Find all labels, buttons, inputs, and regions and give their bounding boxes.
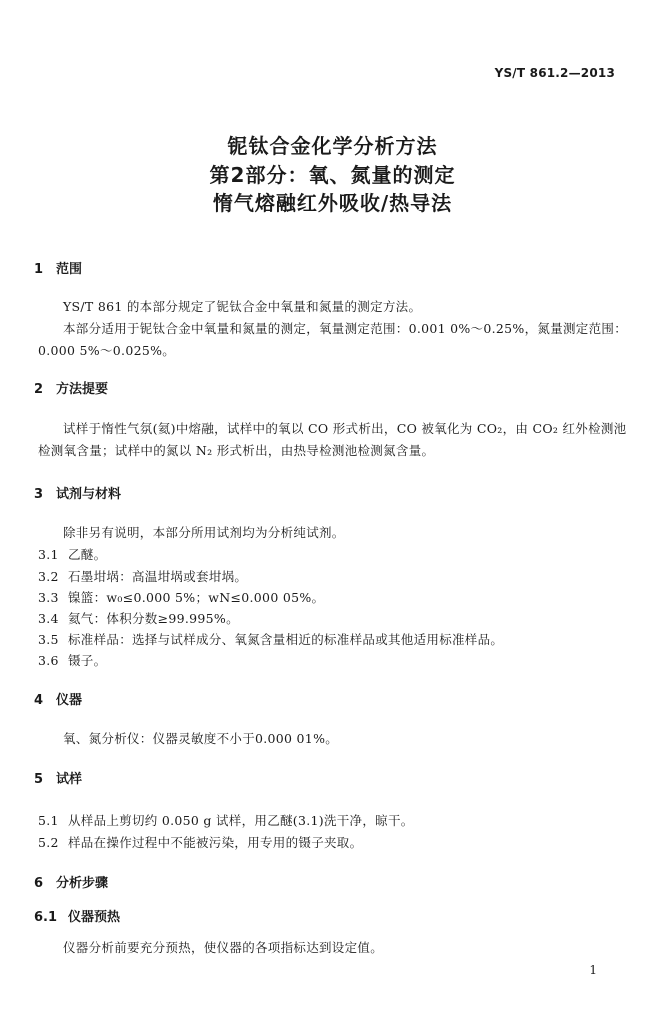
page-number: 1 — [589, 963, 597, 977]
list-item — [38, 546, 106, 564]
item-number: 3.1 — [38, 547, 59, 562]
section-title: 范围 — [56, 262, 83, 277]
section-3-heading — [34, 486, 121, 504]
item-text: 标准样品：选择与试样成分、氧氮含量相近的标准样品或其他适用标准样品。 — [68, 632, 504, 647]
section-2-paragraph: 试样于惰性气氛(氦)中熔融，试样中的氧以 CO 形式析出，CO 被氧化为 CO₂，由 CO₂ 红外检测池检测氧含量；试样中的氮以 N₂ 形式析出，由热导检测池检测氮含量。 — [38, 421, 627, 458]
item-number: 5.1 — [38, 813, 59, 828]
section-number: 2 — [34, 382, 44, 397]
subsection-6-1-heading — [34, 909, 120, 927]
section-2-heading — [34, 381, 108, 399]
list-item — [38, 834, 362, 852]
section-number: 5 — [34, 772, 44, 787]
standard-number: YS/T 861.2—2013 — [494, 66, 615, 80]
section-6-1-paragraph: 仪器分析前要充分预热，使仪器的各项指标达到设定值。 — [63, 940, 384, 955]
section-1-paragraph-1: YS/T 861 的本部分规定了铌钛合金中氧量和氮量的测定方法。 — [63, 299, 422, 314]
item-text: 乙醚。 — [68, 547, 107, 562]
document-title-line-2: 第2部分：氧、氮量的测定 — [209, 163, 456, 187]
item-number: 3.6 — [38, 653, 59, 668]
item-number: 3.2 — [38, 569, 59, 584]
subsection-number: 6.1 — [34, 910, 58, 925]
section-5-heading — [34, 771, 82, 789]
section-title: 方法提要 — [56, 382, 109, 397]
item-text: 石墨坩埚：高温坩埚或套坩埚。 — [68, 569, 248, 584]
list-item — [38, 568, 247, 586]
section-1-heading — [34, 261, 82, 279]
list-item — [38, 812, 414, 830]
section-3-intro: 除非另有说明，本部分所用试剂均为分析纯试剂。 — [63, 525, 345, 540]
list-item — [38, 610, 239, 628]
item-text: 样品在操作过程中不能被污染，用专用的镊子夹取。 — [68, 835, 363, 850]
section-4-paragraph: 氧、氮分析仪：仪器灵敏度不小于0.000 01%。 — [63, 731, 339, 746]
item-number: 3.4 — [38, 611, 59, 626]
section-6-heading — [34, 875, 108, 893]
section-number: 4 — [34, 693, 44, 708]
section-number: 1 — [34, 262, 44, 277]
section-1-paragraph-2: 本部分适用于铌钛合金中氧量和氮量的测定，氧量测定范围：0.001 0%～0.25%，氮量测定范围：0.000 5%～0.025%。 — [38, 321, 627, 358]
section-4-heading — [34, 692, 82, 710]
section-title: 试样 — [56, 772, 83, 787]
section-number: 3 — [34, 487, 44, 502]
section-title: 仪器 — [56, 693, 83, 708]
document-title-line-1: 铌钛合金化学分析方法 — [227, 134, 438, 158]
item-number: 5.2 — [38, 835, 59, 850]
section-title: 分析步骤 — [56, 876, 109, 891]
list-item — [38, 631, 503, 649]
subsection-title: 仪器预热 — [68, 910, 121, 925]
section-number: 6 — [34, 876, 44, 891]
item-text: 氦气：体积分数≥99.995%。 — [68, 611, 239, 626]
item-number: 3.3 — [38, 590, 59, 605]
item-text: 镊子。 — [68, 653, 107, 668]
document-title-line-3: 惰气熔融红外吸收/热导法 — [212, 191, 453, 215]
list-item — [38, 652, 106, 670]
item-text: 从样品上剪切约 0.050 g 试样，用乙醚(3.1)洗干净，晾干。 — [68, 813, 414, 828]
section-title: 试剂与材料 — [56, 487, 122, 502]
item-number: 3.5 — [38, 632, 59, 647]
list-item — [38, 589, 324, 607]
item-text: 镍篮：w₀≤0.000 5%；wN≤0.000 05%。 — [68, 590, 325, 605]
